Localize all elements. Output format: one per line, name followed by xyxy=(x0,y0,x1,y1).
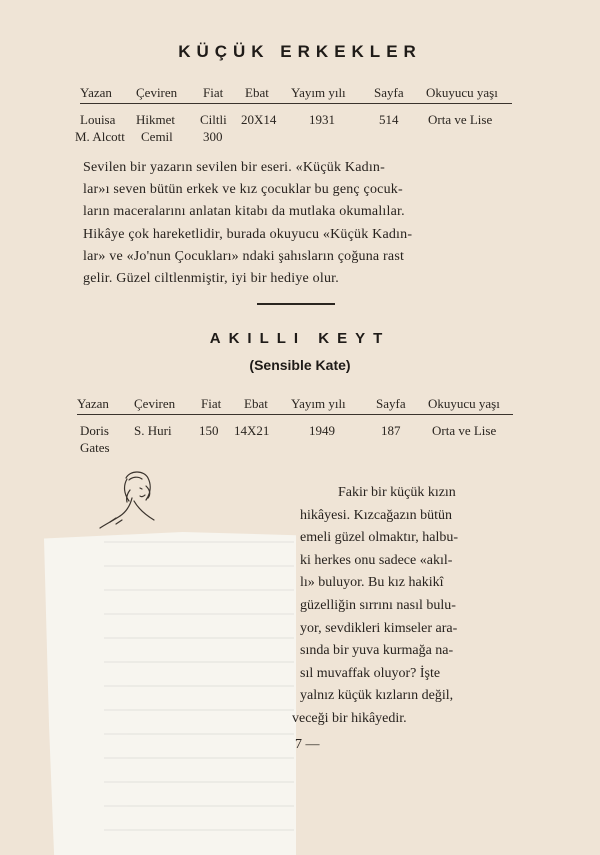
cell-yayim-yili: 1931 xyxy=(309,112,335,127)
header-sayfa: Sayfa xyxy=(374,85,404,100)
section2-description xyxy=(292,482,512,731)
desc-line: ların maceralarını anlatan kitabı da mutlaka okumalılar. xyxy=(83,204,405,220)
header-yayim-yili: Yayım yılı xyxy=(291,85,346,100)
cell-yazan-line2: M. Alcott xyxy=(75,129,125,144)
desc-line: Sevilen bir yazarın sevilen bir eseri. «Küçük Kadın- xyxy=(83,160,385,175)
page-number: 7 — xyxy=(295,737,320,752)
header-okuyucu-yasi: Okuyucu yaşı xyxy=(426,85,498,100)
cell-fiat-line2: 300 xyxy=(203,129,223,144)
pasted-paper-patch xyxy=(44,532,296,855)
header-fiat: Fiat xyxy=(203,85,224,100)
cell-ceviren: S. Huri xyxy=(134,423,172,438)
cell-okuyucu-yasi: Orta ve Lise xyxy=(432,423,497,438)
desc-line: lar»ı seven bütün erkek ve kız çocuklar bu genç çocuk- xyxy=(83,182,403,198)
story-line: sıl muvaffak oluyor? İşte xyxy=(300,665,441,681)
story-line: hikâyesi. Kızcağazın bütün xyxy=(300,507,453,523)
header-yazan: Yazan xyxy=(77,396,109,411)
header-sayfa: Sayfa xyxy=(376,396,406,411)
header-ceviren: Çeviren xyxy=(134,396,176,411)
story-line: yor, sevdikleri kimseler ara- xyxy=(300,620,458,636)
cell-fiat: 150 xyxy=(199,423,219,438)
cell-ceviren: Hikmet xyxy=(136,112,175,127)
section-divider xyxy=(257,303,335,305)
header-ceviren: Çeviren xyxy=(136,85,178,100)
cell-okuyucu-yasi: Orta ve Lise xyxy=(428,112,493,127)
cell-sayfa: 514 xyxy=(379,112,399,127)
header-yayim-yili: Yayım yılı xyxy=(291,396,346,411)
cell-yayim-yili: 1949 xyxy=(309,423,335,438)
header-ebat: Ebat xyxy=(245,85,269,100)
section1-title: KÜÇÜK ERKEKLER xyxy=(178,42,422,61)
cell-ebat: 14X21 xyxy=(234,423,270,438)
story-line: veceği bir hikâyedir. xyxy=(292,710,407,726)
section1-description xyxy=(83,157,513,290)
cell-yazan: Doris xyxy=(80,423,109,438)
header-ebat: Ebat xyxy=(244,396,268,411)
desc-line: lar» ve «Jo'nun Çocukları» ndaki şahısların çoğuna rast xyxy=(83,248,405,264)
table-rule xyxy=(77,414,513,415)
section2-title: AKILLI KEYT xyxy=(209,330,391,347)
cell-yazan: Louisa xyxy=(80,112,116,127)
cell-ebat: 20X14 xyxy=(241,112,277,127)
cell-yazan-line2: Gates xyxy=(80,440,110,455)
section2-subtitle: (Sensible Kate) xyxy=(249,357,351,373)
story-line: güzelliğin sırrını nasıl bulu- xyxy=(300,597,456,613)
girl-illustration xyxy=(96,468,166,530)
story-line: ki herkes onu sadece «akıl- xyxy=(300,552,453,568)
table-rule xyxy=(80,103,512,104)
desc-line: Hikâye çok hareketlidir, burada okuyucu «Küçük Kadın- xyxy=(83,226,413,242)
story-line: yalnız küçük kızların değil, xyxy=(300,688,454,704)
cell-fiat: Ciltli xyxy=(200,112,227,127)
header-okuyucu-yasi: Okuyucu yaşı xyxy=(428,396,500,411)
story-line: Fakir bir küçük kızın xyxy=(338,485,456,500)
desc-line: gelir. Güzel ciltlenmiştir, iyi bir hediye olur. xyxy=(83,271,339,287)
story-line: sında bir yuva kurmağa na- xyxy=(300,643,454,659)
cell-ceviren-line2: Cemil xyxy=(141,129,173,144)
header-yazan: Yazan xyxy=(80,85,112,100)
cell-sayfa: 187 xyxy=(381,423,401,438)
story-line: emeli güzel olmaktır, halbu- xyxy=(300,530,459,546)
story-line: lı» buluyor. Bu kız hakikî xyxy=(300,575,444,591)
show-through-lines xyxy=(44,532,296,855)
header-fiat: Fiat xyxy=(201,396,222,411)
